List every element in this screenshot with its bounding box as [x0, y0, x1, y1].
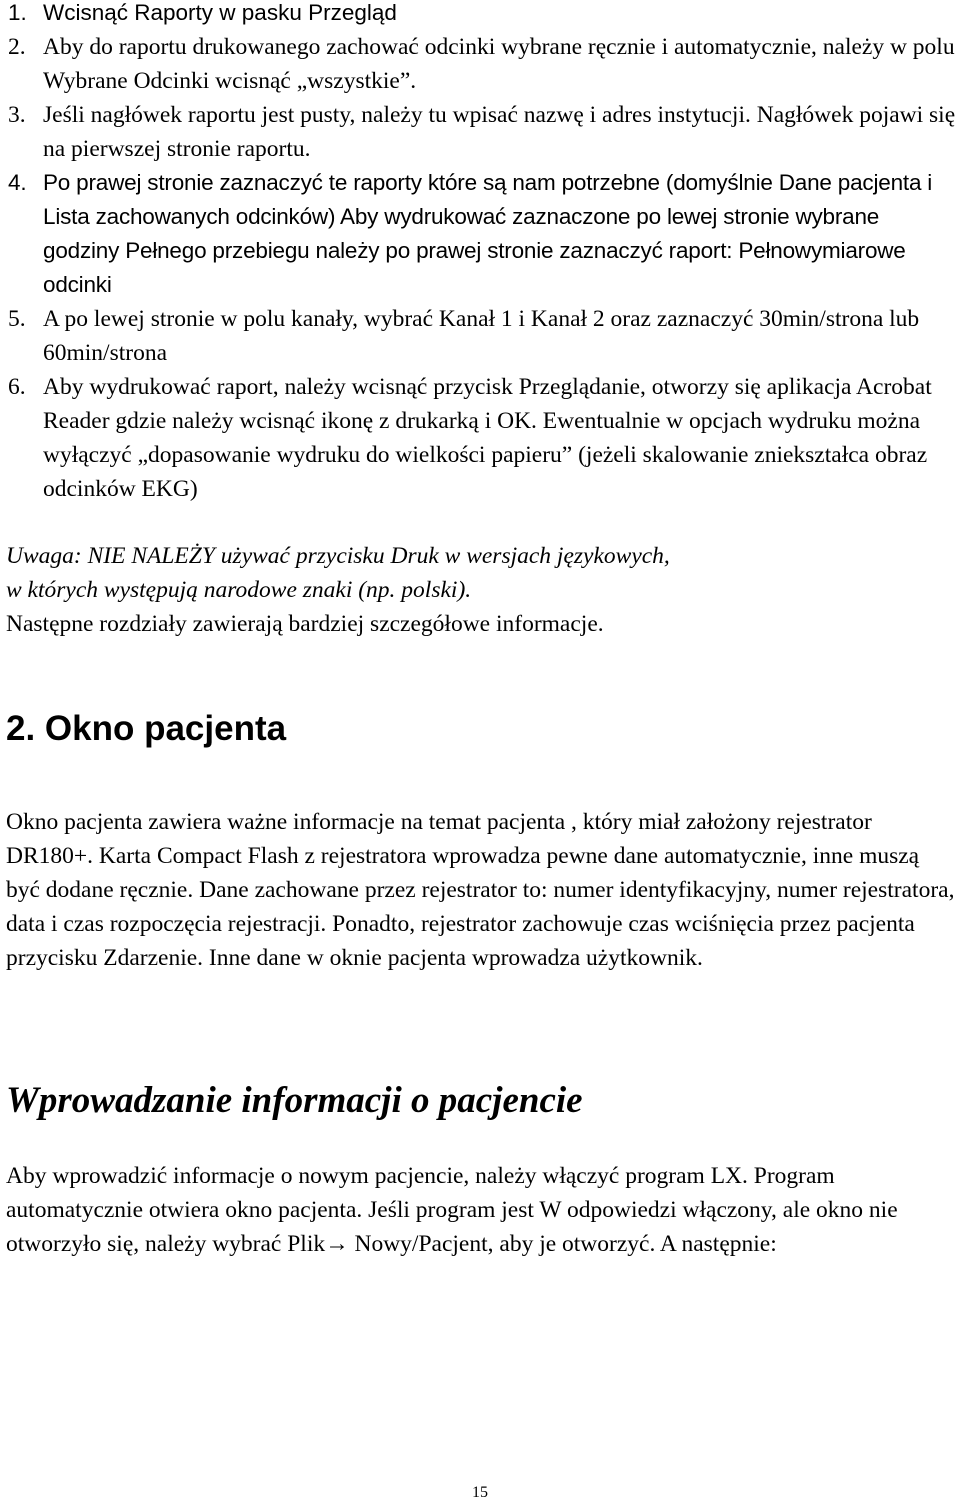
note-line-1: Uwaga: NIE NALEŻY używać przycisku Druk w wersjach językowych,	[6, 543, 670, 569]
list-text: Aby do raportu drukowanego zachować odcinki wybrane ręcznie i automatycznie, należy w polu Wybrane Odcinki wcisnąć „wszystkie”.	[43, 34, 955, 94]
list-text: Jeśli nagłówek raportu jest pusty, należy tu wpisać nazwę i adres instytucji. Nagłówek pojawi się na pierwszej stronie raportu.	[43, 102, 956, 162]
list-text: Aby wydrukować raport, należy wcisnąć przycisk Przeglądanie, otworzy się aplikacja Acrobat Reader gdzie należy wcisnąć ikonę z drukarką i OK. Ewentualnie w opcjach wydruku można wyłączyć „dopasowanie wydruku do wielkości papieru” (jeżeli skalowanie zniekształca obraz odcinków EKG)	[43, 374, 932, 502]
list-item-3	[8, 98, 958, 166]
note-line-2: w których występują narodowe znaki (np. polski).	[6, 577, 472, 603]
page-number: 15	[472, 1484, 488, 1501]
list-item-6	[8, 370, 958, 506]
list-number: 3.	[8, 102, 26, 128]
list-text: Po prawej stronie zaznaczyć te raporty które są nam potrzebne (domyślnie Dane pacjenta i Lista zachowanych odcinków) Aby wydrukować zaznaczone po lewej stronie wybrane godziny Pełnego przebiegu należy po prawej stronie zaznaczyć raport: Pełnowymiarowe odcinki	[43, 170, 933, 297]
list-text: A po lewej stronie w polu kanały, wybrać Kanał 1 i Kanał 2 oraz zaznaczyć 30min/strona lub 60min/strona	[43, 306, 920, 366]
list-text: Wcisnąć Raporty w pasku Przegląd	[43, 0, 397, 25]
list-item-2	[8, 30, 958, 98]
list-item-5	[8, 302, 958, 370]
list-number: 4.	[8, 170, 27, 195]
list-item-4	[8, 166, 958, 302]
section-heading: 2. Okno pacjenta	[6, 709, 287, 748]
list-number: 6.	[8, 374, 26, 400]
subsection-paragraph: Aby wprowadzić informacje o nowym pacjencie, należy włączyć program LX. Program automatycznie otwiera okno pacjenta. Jeśli program jest W odpowiedzi włączony, ale okno nie otworzyło się, należy wybrać Plik→ Nowy/Pacjent, aby je otworzyć. A następnie:	[6, 1163, 898, 1257]
list-number: 2.	[8, 34, 26, 60]
note-line-3: Następne rozdziały zawierają bardziej szczegółowe informacje.	[6, 611, 604, 637]
list-item-1	[8, 0, 958, 30]
subsection-heading: Wprowadzanie informacji o pacjencie	[6, 1080, 583, 1121]
section-paragraph: Okno pacjenta zawiera ważne informacje na temat pacjenta , który miał założony rejestrator DR180+. Karta Compact Flash z rejestratora wprowadza pewne dane automatycznie, inne muszą być dodane ręcznie. Dane zachowane przez rejestrator to: numer identyfikacyjny, numer rejestratora, data i czas rozpoczęcia rejestracji. Ponadto, rejestrator zachowuje czas wciśnięcia przez pacjenta przycisku Zdarzenie. Inne dane w oknie pacjenta wprowadza użytkownik.	[6, 809, 955, 971]
list-number: 1.	[8, 0, 27, 25]
list-number: 5.	[8, 306, 26, 332]
